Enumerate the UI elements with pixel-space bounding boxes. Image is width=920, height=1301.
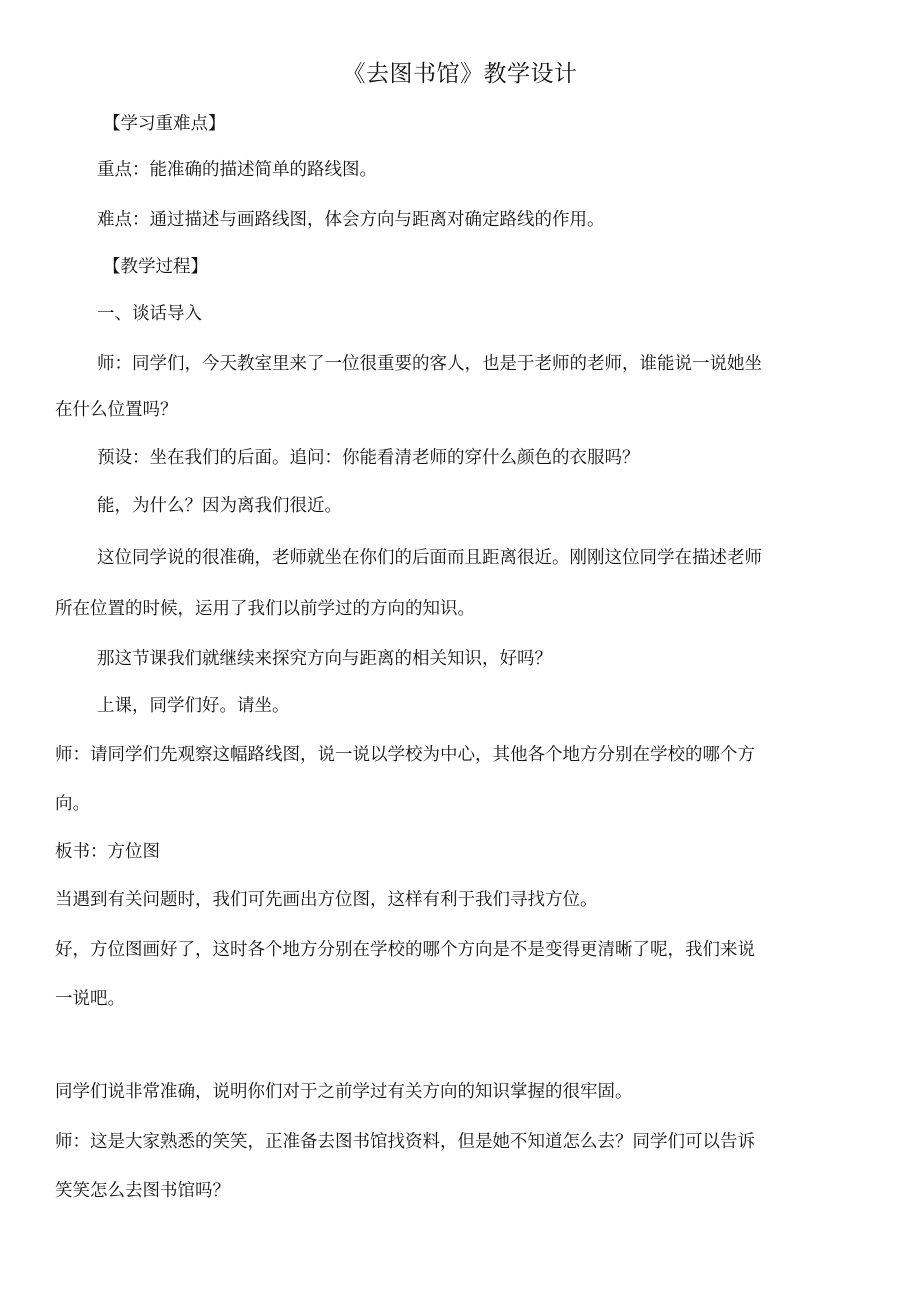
document-title: 《去图书馆》教学设计 — [342, 61, 578, 87]
paragraph-teacher-intro-line1: 师：同学们，今天教室里来了一位很重要的客人，也是于老师的老师，谁能说一说她坐 — [97, 354, 762, 374]
paragraph-observe-line2: 向。 — [55, 794, 90, 814]
section-heading-key-points: 【学习重难点】 — [103, 114, 226, 134]
paragraph-accurate-line2: 所在位置的时候，运用了我们以前学过的方向的知识。 — [55, 599, 475, 619]
paragraph-xiaoxiao-line1: 师：这是大家熟悉的笑笑，正准备去图书馆找资料，但是她不知道怎么去？同学们可以告诉 — [55, 1132, 755, 1152]
key-point-text: 重点：能准确的描述简单的路线图。 — [97, 160, 377, 180]
part-one-heading: 一、谈话导入 — [97, 304, 202, 324]
paragraph-very-accurate: 同学们说非常准确，说明你们对于之前学过有关方向的知识掌握的很牢固。 — [55, 1082, 633, 1102]
paragraph-observe-line1: 师：请同学们先观察这幅路线图，说一说以学校为中心，其他各个地方分别在学校的哪个方 — [55, 745, 755, 765]
paragraph-ok-line1: 好，方位图画好了，这时各个地方分别在学校的哪个方向是不是变得更清晰了呢，我们来说 — [55, 940, 755, 960]
paragraph-blackboard: 板书：方位图 — [55, 842, 160, 862]
paragraph-ok-line2: 一说吧。 — [55, 989, 125, 1009]
paragraph-accurate-line1: 这位同学说的很准确，老师就坐在你们的后面而且距离很近。刚刚这位同学在描述老师 — [97, 548, 762, 568]
paragraph-this-class: 那这节课我们就继续来探究方向与距离的相关知识，好吗？ — [97, 649, 552, 669]
difficult-point-text: 难点：通过描述与画路线图，体会方向与距离对确定路线的作用。 — [97, 210, 605, 230]
paragraph-teacher-intro-line2: 在什么位置吗？ — [55, 400, 178, 420]
section-heading-teaching-process: 【教学过程】 — [103, 257, 208, 277]
paragraph-why: 能，为什么？因为离我们很近。 — [97, 496, 342, 516]
paragraph-draw-first: 当遇到有关问题时，我们可先画出方位图，这样有利于我们寻找方位。 — [55, 890, 598, 910]
paragraph-class-begins: 上课，同学们好。请坐。 — [97, 696, 290, 716]
paragraph-xiaoxiao-line2: 笑笑怎么去图书馆吗？ — [55, 1181, 230, 1201]
paragraph-preset: 预设：坐在我们的后面。追问：你能看清老师的穿什么颜色的衣服吗？ — [97, 448, 640, 468]
